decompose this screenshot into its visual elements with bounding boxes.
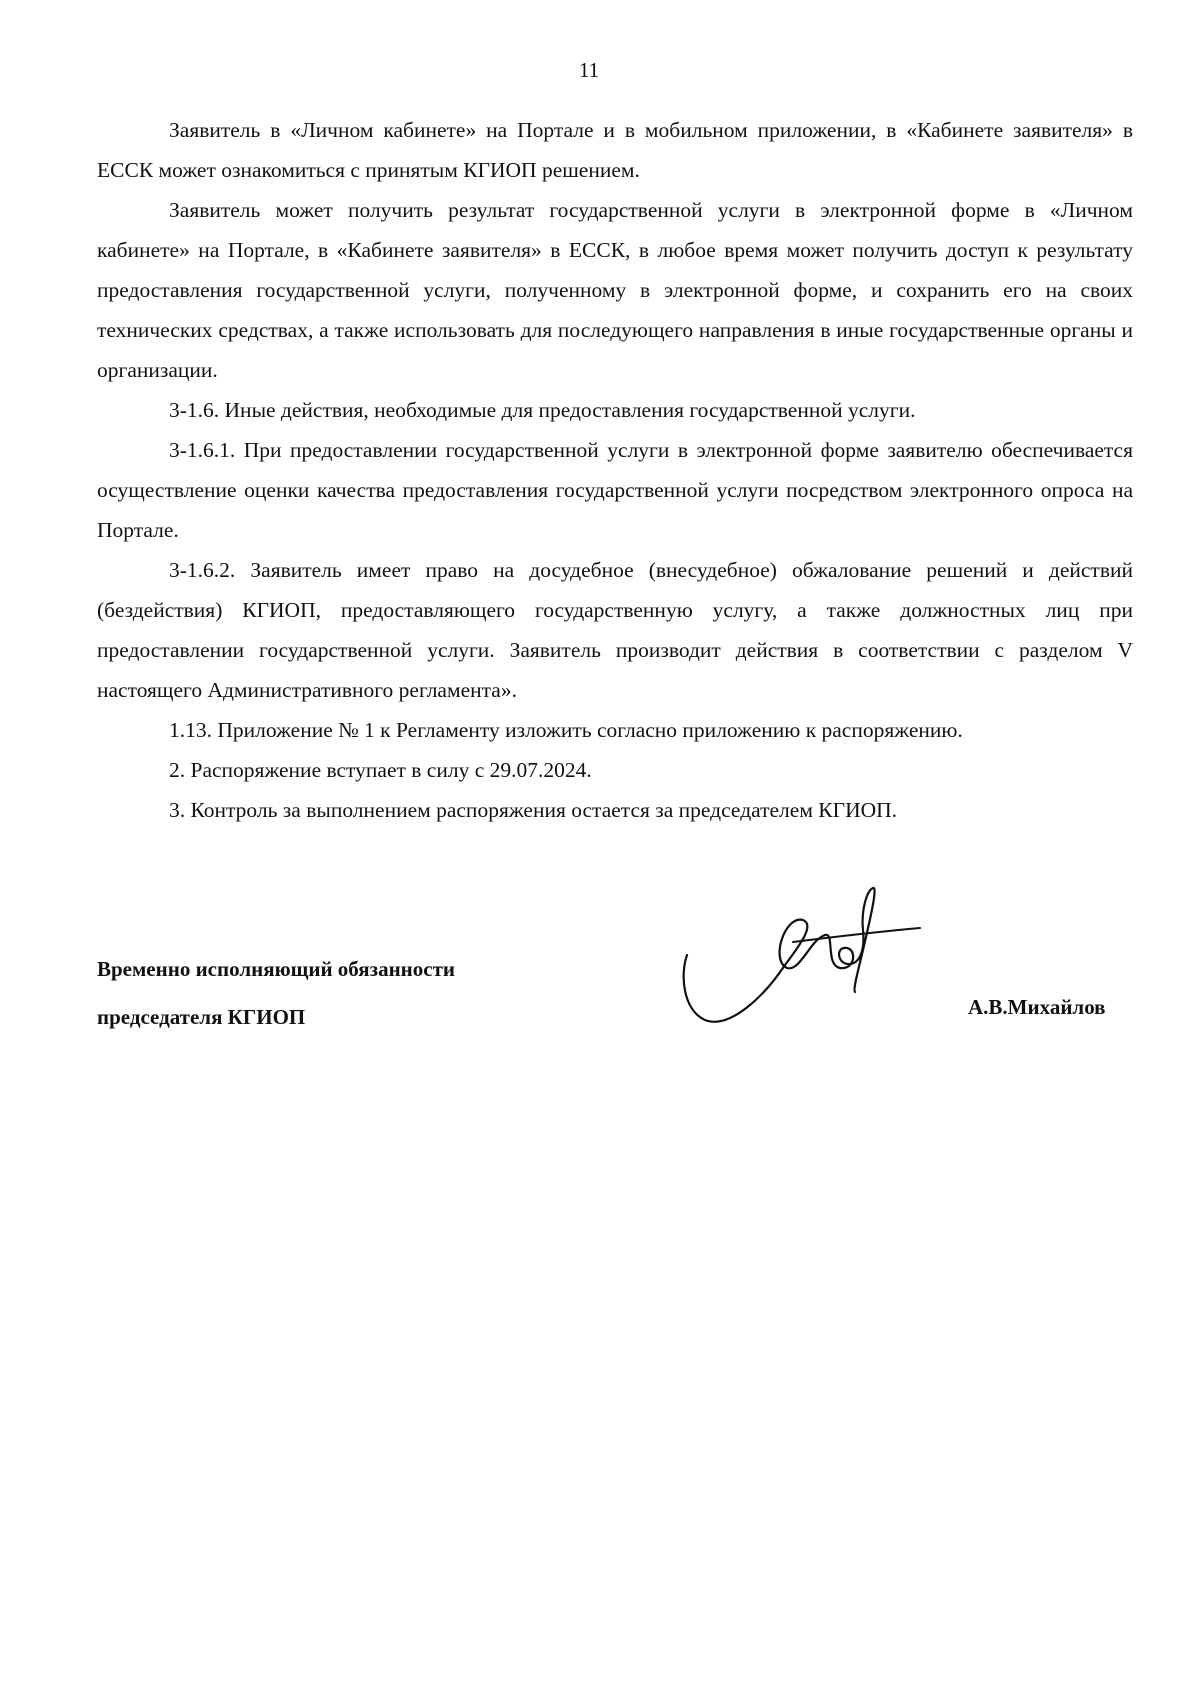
paragraph: Заявитель в «Личном кабинете» на Портале и в мобильном приложении, в «Кабинете заявителя» в ЕССК может ознакомиться с принятым КГИОП решением. bbox=[97, 118, 1133, 182]
paragraph: 2. Распоряжение вступает в силу с 29.07.2024. bbox=[169, 758, 592, 782]
handwritten-signature bbox=[675, 880, 925, 1030]
paragraph: 3-1.6.2. Заявитель имеет право на досудебное (внесудебное) обжалование решений и действий (бездействия) КГИОП, предоставляющего государственную услугу, а также должностных лиц при предоставлении государственной услуги. Заявитель производит действия в соответствии с разделом V настоящего Административного регламента». bbox=[97, 558, 1133, 702]
paragraph: 1.13. Приложение № 1 к Регламенту изложить согласно приложению к распоряжению. bbox=[169, 718, 963, 742]
paragraph: Заявитель может получить результат государственной услуги в электронной форме в «Личном кабинете» на Портале, в «Кабинете заявителя» в ЕССК, в любое время может получить доступ к результату предоставления государственной услуги, полученному в электронной форме, и сохранить его на своих технических средствах, а также использовать для последующего направления в иные государственные органы и организации. bbox=[97, 198, 1133, 382]
signatory-title-line: председателя КГИОП bbox=[97, 1005, 306, 1029]
signatory-name: А.В.Михайлов bbox=[968, 995, 1106, 1019]
document-body bbox=[97, 110, 1133, 830]
paragraph: 3. Контроль за выполнением распоряжения остается за председателем КГИОП. bbox=[169, 798, 898, 822]
signatory-title-line: Временно исполняющий обязанности bbox=[97, 957, 456, 981]
paragraph: 3-1.6.1. При предоставлении государственной услуги в электронной форме заявителю обеспечивается осуществление оценки качества предоставления государственной услуги посредством электронного опроса на Портале. bbox=[97, 438, 1133, 542]
page-number: 11 bbox=[578, 58, 600, 82]
signatory-title bbox=[97, 945, 455, 1041]
paragraph: 3-1.6. Иные действия, необходимые для предоставления государственной услуги. bbox=[169, 398, 916, 422]
